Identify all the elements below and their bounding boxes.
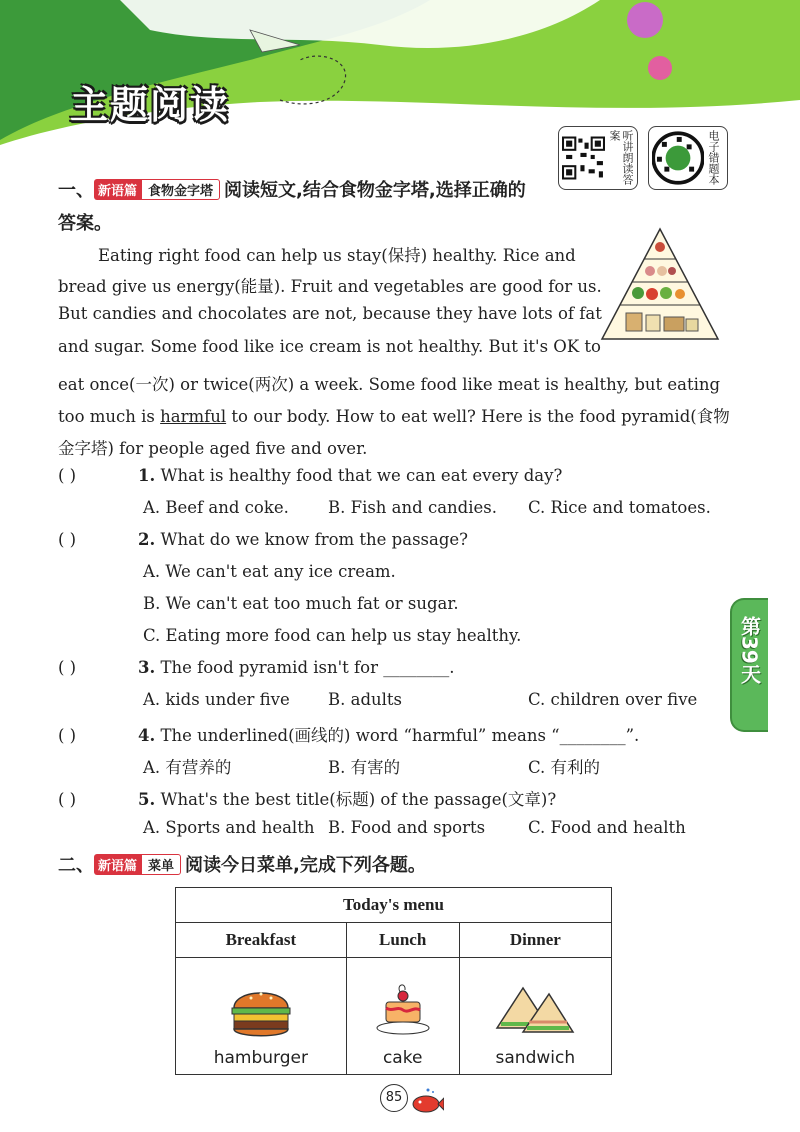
answer-blank[interactable]: ( ) xyxy=(58,726,77,745)
option: B. We can't eat too much fat or sugar. xyxy=(143,594,459,613)
passage-line: Eating right food can help us stay(保持) healthy. Rice and xyxy=(98,246,576,265)
passage-text: too much is xyxy=(58,407,155,426)
question-row xyxy=(58,466,562,485)
menu-table xyxy=(175,887,612,1075)
question-text: The food pyramid isn't for ________. xyxy=(160,658,455,677)
option: C. Food and health xyxy=(528,818,686,837)
question-number: 2. xyxy=(138,530,156,549)
question-text: What's the best title(标题) of the passage(文章)? xyxy=(160,790,557,809)
question-row xyxy=(58,722,639,746)
option: A. kids under five xyxy=(143,690,290,709)
option: A. Beef and coke. xyxy=(143,498,289,517)
passage-line: 金字塔) for people aged five and over. xyxy=(58,439,368,458)
qr-code-listen[interactable] xyxy=(558,126,638,190)
question-number: 1. xyxy=(138,466,156,485)
question-number: 3. xyxy=(138,658,156,677)
option: A. 有营养的 xyxy=(143,758,232,777)
section2-heading xyxy=(58,851,426,877)
menu-item: sandwich xyxy=(495,1048,576,1068)
menu-cell xyxy=(459,958,611,1075)
fish-icon xyxy=(408,1086,444,1116)
page-title: 主题阅读 xyxy=(70,83,231,127)
passage-line: and sugar. Some food like ice cream is not healthy. But it's OK to xyxy=(58,337,601,356)
question-row xyxy=(58,658,454,677)
qr-right-label: 电子错题本 xyxy=(707,130,720,185)
question-number: 4. xyxy=(138,726,156,745)
question-row xyxy=(58,786,556,810)
question-row xyxy=(58,530,468,549)
menu-column-header: Breakfast xyxy=(176,923,347,958)
option: C. Eating more food can help us stay healthy. xyxy=(143,626,522,645)
option: B. adults xyxy=(328,690,403,709)
cake-icon xyxy=(372,980,434,1042)
section1-instruction-cont: 答案。 xyxy=(58,213,112,234)
section2-tag-topic: 菜单 xyxy=(141,854,181,875)
option: B. Food and sports xyxy=(328,818,486,837)
qr-code-mistakes[interactable] xyxy=(648,126,728,190)
option: A. We can't eat any ice cream. xyxy=(143,562,396,581)
passage-text: to our body. How to eat well? Here is the food pyramid(食物 xyxy=(231,407,730,426)
passage-line: But candies and chocolates are not, because they have lots of fat xyxy=(58,304,602,323)
sandwich-icon xyxy=(493,980,577,1042)
food-pyramid-image xyxy=(598,225,722,343)
passage-line-underlined xyxy=(58,403,730,427)
passage-line: eat once(一次) or twice(两次) a week. Some food like meat is healthy, but eating xyxy=(58,375,721,394)
section1-tag-topic: 食物金字塔 xyxy=(141,179,220,200)
section2-instruction: 阅读今日菜单,完成下列各题。 xyxy=(185,855,426,876)
menu-cell xyxy=(176,958,347,1075)
section1-number: 一、 xyxy=(58,180,94,201)
section1-tag-red: 新语篇 xyxy=(94,179,141,200)
menu-column-header: Dinner xyxy=(459,923,611,958)
question-text: What is healthy food that we can eat every day? xyxy=(160,466,563,485)
section1-instruction: 阅读短文,结合食物金字塔,选择正确的 xyxy=(224,180,526,201)
page-number: 85 xyxy=(380,1084,408,1112)
section2-tag-red: 新语篇 xyxy=(94,854,141,875)
question-text: The underlined(画线的) word “harmful” means “________”. xyxy=(160,726,640,745)
hamburger-icon xyxy=(226,980,296,1042)
qr-code-icon xyxy=(562,131,605,185)
day-label: 第39天 xyxy=(737,616,762,684)
day-side-tab xyxy=(730,598,768,732)
option: C. children over five xyxy=(528,690,698,709)
qr-left-label: 听讲朗读答案 xyxy=(608,130,634,185)
menu-column-header: Lunch xyxy=(346,923,459,958)
answer-blank[interactable]: ( ) xyxy=(58,466,77,485)
answer-blank[interactable]: ( ) xyxy=(58,530,77,549)
menu-item: hamburger xyxy=(213,1048,308,1068)
option: A. Sports and health xyxy=(143,818,315,837)
underlined-word: harmful xyxy=(160,407,227,426)
question-text: What do we know from the passage? xyxy=(160,530,469,549)
menu-item: cake xyxy=(382,1048,423,1068)
answer-blank[interactable]: ( ) xyxy=(58,658,77,677)
option: B. Fish and candies. xyxy=(328,498,497,517)
section2-number: 二、 xyxy=(58,855,94,876)
menu-title: Today's menu xyxy=(176,888,612,923)
option: C. 有利的 xyxy=(528,758,601,777)
option: B. 有害的 xyxy=(328,758,401,777)
qr-code-icon xyxy=(652,131,704,185)
answer-blank[interactable]: ( ) xyxy=(58,790,77,809)
section1-heading xyxy=(58,176,526,202)
passage-line: bread give us energy(能量). Fruit and vegetables are good for us. xyxy=(58,277,602,296)
option: C. Rice and tomatoes. xyxy=(528,498,711,517)
question-number: 5. xyxy=(138,790,156,809)
menu-cell xyxy=(346,958,459,1075)
